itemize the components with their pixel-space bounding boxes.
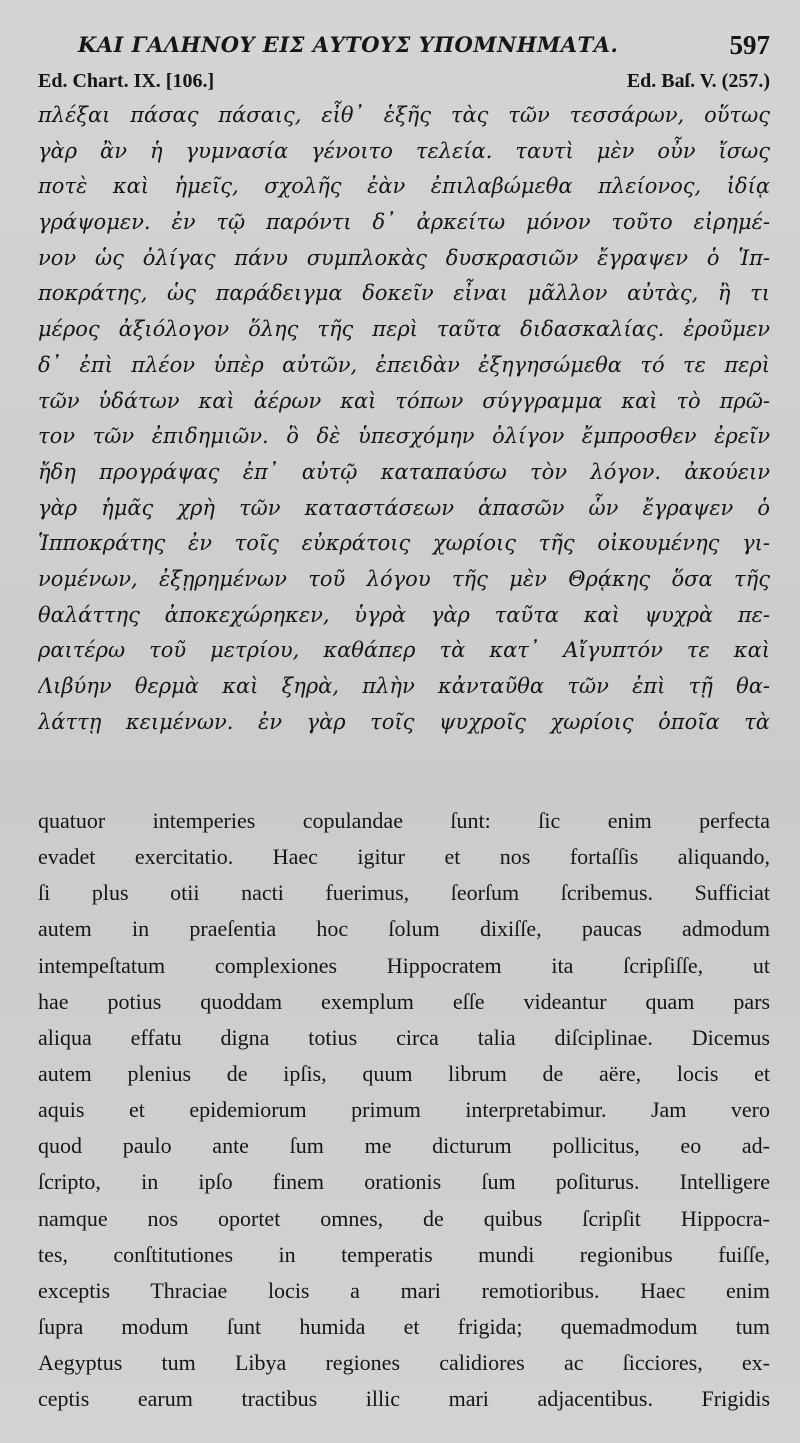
greek-line: γὰρ ἡμᾶς χρὴ τῶν καταστάσεων ἁπασῶν ὧν ἔγραψεν ὁ [38,495,770,520]
latin-line: ceptis earum tractibus illic mari adjacentibus. Frigidis [38,1386,770,1412]
latin-line: namque nos oportet omnes, de quibus ſcripſit Hippocra- [38,1205,770,1231]
latin-line: autem in praeſentia hoc ſolum dixiſſe, paucas admodum [38,916,770,942]
latin-text-block [38,803,770,1417]
greek-line: ραιτέρω τοῦ μετρίου, καθάπερ τὰ κατ᾽ Αἴγυπτόν τε καὶ [38,638,770,663]
greek-line: πλέξαι πάσας πάσαις, εἶθ᾽ ἑξῆς τὰς τῶν τεσσάρων, οὕτως [38,103,770,127]
greek-line: δ᾽ ἐπὶ πλέον ὑπὲρ αὐτῶν, ἐπειδὰν ἐξηγησώμεθα τό τε περὶ [38,352,770,377]
greek-line: γράψομεν. ἐν τῷ παρόντι δ᾽ ἀρκείτω μόνον τοῦτο εἰρημέ- [38,210,770,235]
latin-line: ſi plus otii nacti fuerimus, ſeorſum ſcribemus. Sufficiat [38,880,770,906]
page-number: 597 [729,30,770,60]
latin-line: Aegyptus tum Libya regiones calidiores ac ſicciores, ex- [38,1350,770,1376]
latin-line: hae potius quoddam exemplum eſſe videantur quam pars [38,988,770,1014]
latin-line: intempeſtatum complexiones Hippocratem ita ſcripſiſſe, ut [38,952,770,978]
greek-line: ποκράτης, ὡς παράδειγμα δοκεῖν εἶναι μᾶλλον αὐτὰς, ἢ τι [38,281,770,306]
latin-line: tes, conſtitutiones in temperatis mundi regionibus fuiſſe, [38,1241,770,1267]
greek-line: ἤδη προγράψας ἐπ᾽ αὐτῷ καταπαύσω τὸν λόγον. ἀκούειν [38,459,770,484]
page-header [0,32,800,68]
greek-line: τον τῶν ἐπιδημιῶν. ὃ δὲ ὑπεσχόμην ὀλίγον ἔμπροσθεν ἐρεῖν [38,424,770,449]
chartier-edition-reference: Ed. Chart. IX. [106.] [38,70,215,92]
greek-text-block [38,98,770,740]
latin-line: evadet exercitatio. Haec igitur et nos fortaſſis aliquando, [38,844,770,870]
greek-line: ποτὲ καὶ ἡμεῖς, σχολῆς ἐὰν ἐπιλαβώμεθα πλείονος, ἰδίᾳ [38,174,770,199]
greek-line: Ἱπποκράτης ἐν τοῖς εὐκράτοις χωρίοις τῆς οἰκουμένης γι- [38,531,770,556]
latin-line: ſcripto, in ipſo finem orationis ſum poſiturus. Intelligere [38,1169,770,1195]
basel-edition-reference: Ed. Baſ. V. (257.) [626,70,770,92]
greek-line: θαλάττης ἀποκεχώρηκεν, ὑγρὰ γὰρ ταῦτα καὶ ψυχρὰ πε- [38,602,770,627]
greek-line: τῶν ὑδάτων καὶ ἀέρων καὶ τόπων σύγγραμμα καὶ τὸ πρῶ- [38,388,770,413]
latin-line: ſupra modum ſunt humida et frigida; quemadmodum tum [38,1313,770,1339]
latin-line: autem plenius de ipſis, quum librum de aëre, locis et [38,1060,770,1086]
edition-reference-line [38,70,770,94]
greek-line: λάττῃ κειμένων. ἐν γὰρ τοῖς ψυχροῖς χωρίοις ὁποῖα τὰ [38,709,770,734]
latin-line: aquis et epidemiorum primum interpretabimur. Jam vero [38,1097,770,1123]
greek-line: γὰρ ἂν ἡ γυμνασία γένοιτο τελεία. ταυτὶ μὲν οὖν ἴσως [38,138,770,163]
running-title: ΚΑΙ ΓΑΛΗΝΟΥ ΕΙΣ ΑΥΤΟΥΣ ΥΠΟΜΝΗΜΑΤΑ. [78,32,619,57]
latin-line: quatuor intemperies copulandae ſunt: ſic enim perfecta [38,808,770,833]
greek-line: νον ὡς ὀλίγας πάνυ συμπλοκὰς δυσκρασιῶν ἔγραψεν ὁ Ἱπ- [38,245,770,270]
latin-line: exceptis Thraciae locis a mari remotioribus. Haec enim [38,1277,770,1303]
greek-line: μέρος ἀξιόλογον ὅλης τῆς περὶ ταῦτα διδασκαλίας. ἐροῦμεν [38,317,770,342]
latin-line: aliqua effatu digna totius circa talia diſciplinae. Dicemus [38,1024,770,1050]
greek-line: Λιβύην θερμὰ καὶ ξηρὰ, πλὴν κἀνταῦθα τῶν ἐπὶ τῇ θα- [38,674,770,698]
greek-line: νομένων, ἐξῃρημένων τοῦ λόγου τῆς μὲν Θρᾴκης ὅσα τῆς [38,566,770,591]
latin-line: quod paulo ante ſum me dicturum pollicitus, eo ad- [38,1133,770,1159]
